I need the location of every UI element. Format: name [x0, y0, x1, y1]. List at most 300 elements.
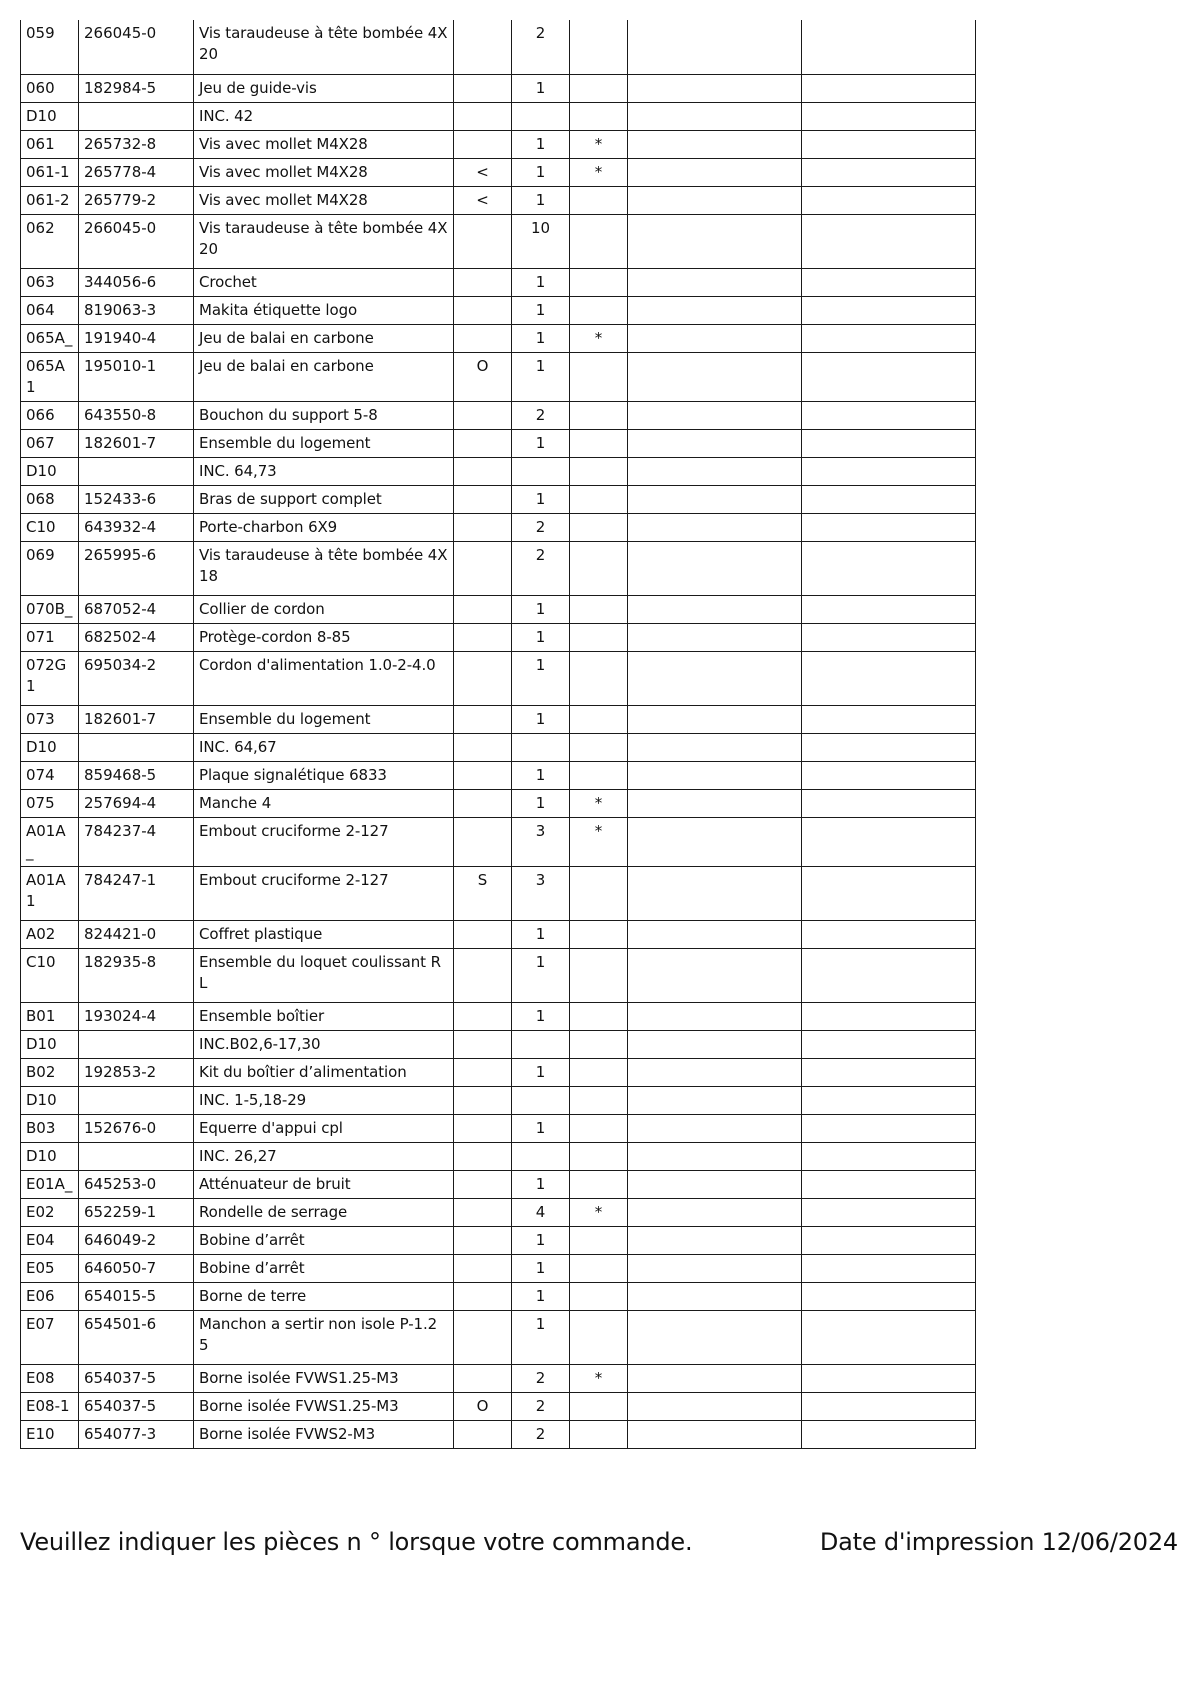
cell-quantity: 1	[512, 761, 570, 789]
cell-part-number: 824421-0	[79, 920, 194, 948]
table-row	[21, 1364, 976, 1392]
cell-flag	[570, 513, 628, 541]
cell-flag	[570, 20, 628, 74]
cell-description: INC. 26,27	[194, 1142, 454, 1170]
cell-blank	[628, 920, 802, 948]
cell-note-mark	[454, 401, 512, 429]
cell-item-no: B03	[21, 1114, 79, 1142]
cell-quantity: 2	[512, 513, 570, 541]
cell-description: Vis avec mollet M4X28	[194, 186, 454, 214]
cell-item-no: E06	[21, 1282, 79, 1310]
table-row	[21, 705, 976, 733]
cell-item-no: B02	[21, 1058, 79, 1086]
cell-item-no: 073	[21, 705, 79, 733]
cell-quantity: 1	[512, 1226, 570, 1254]
cell-description: INC. 42	[194, 102, 454, 130]
cell-description: Vis avec mollet M4X28	[194, 158, 454, 186]
cell-note-mark	[454, 1002, 512, 1030]
cell-item-no: D10	[21, 102, 79, 130]
cell-part-number: 654077-3	[79, 1420, 194, 1448]
cell-blank	[802, 1392, 976, 1420]
cell-blank	[802, 1364, 976, 1392]
cell-quantity: 2	[512, 541, 570, 595]
cell-quantity: 1	[512, 1254, 570, 1282]
cell-blank	[802, 920, 976, 948]
cell-blank	[628, 866, 802, 920]
cell-part-number: 695034-2	[79, 651, 194, 705]
cell-item-no: D10	[21, 733, 79, 761]
cell-note-mark	[454, 1030, 512, 1058]
cell-note-mark	[454, 1420, 512, 1448]
table-row	[21, 651, 976, 705]
cell-flag	[570, 1030, 628, 1058]
cell-flag: *	[570, 324, 628, 352]
cell-flag	[570, 651, 628, 705]
cell-flag	[570, 1254, 628, 1282]
cell-blank	[802, 761, 976, 789]
cell-item-no: E02	[21, 1198, 79, 1226]
order-instruction-note: Veuillez indiquer les pièces n ° lorsque votre commande.	[20, 1528, 693, 1556]
cell-description: Atténuateur de bruit	[194, 1170, 454, 1198]
cell-blank	[802, 1254, 976, 1282]
cell-part-number: 654037-5	[79, 1392, 194, 1420]
cell-blank	[802, 401, 976, 429]
cell-blank	[802, 651, 976, 705]
cell-blank	[628, 1142, 802, 1170]
cell-blank	[802, 866, 976, 920]
cell-part-number: 192853-2	[79, 1058, 194, 1086]
cell-part-number: 652259-1	[79, 1198, 194, 1226]
cell-part-number: 654501-6	[79, 1310, 194, 1364]
cell-note-mark	[454, 948, 512, 1002]
cell-flag: *	[570, 817, 628, 866]
cell-description: Embout cruciforme 2-127	[194, 866, 454, 920]
cell-quantity: 1	[512, 651, 570, 705]
cell-part-number: 265995-6	[79, 541, 194, 595]
cell-note-mark: O	[454, 1392, 512, 1420]
cell-blank	[802, 296, 976, 324]
cell-quantity: 1	[512, 1170, 570, 1198]
cell-blank	[802, 429, 976, 457]
cell-quantity: 1	[512, 1002, 570, 1030]
cell-flag	[570, 401, 628, 429]
table-row	[21, 401, 976, 429]
cell-quantity: 1	[512, 920, 570, 948]
cell-note-mark	[454, 485, 512, 513]
cell-flag	[570, 1058, 628, 1086]
cell-blank	[628, 1198, 802, 1226]
cell-note-mark	[454, 1364, 512, 1392]
cell-flag	[570, 733, 628, 761]
cell-description: Ensemble du loquet coulissant R L	[194, 948, 454, 1002]
cell-note-mark	[454, 214, 512, 268]
cell-description: INC. 64,73	[194, 457, 454, 485]
cell-description: Vis taraudeuse à tête bombée 4X 20	[194, 214, 454, 268]
cell-note-mark	[454, 429, 512, 457]
cell-quantity	[512, 1086, 570, 1114]
cell-quantity	[512, 102, 570, 130]
cell-flag: *	[570, 130, 628, 158]
cell-part-number: 195010-1	[79, 352, 194, 401]
cell-blank	[802, 733, 976, 761]
cell-quantity: 1	[512, 268, 570, 296]
cell-flag	[570, 1114, 628, 1142]
cell-blank	[628, 457, 802, 485]
cell-blank	[802, 1002, 976, 1030]
cell-note-mark	[454, 1282, 512, 1310]
cell-item-no: 061-2	[21, 186, 79, 214]
cell-description: Coffret plastique	[194, 920, 454, 948]
cell-description: Porte-charbon 6X9	[194, 513, 454, 541]
cell-blank	[628, 352, 802, 401]
cell-item-no: 072G1	[21, 651, 79, 705]
cell-quantity: 2	[512, 1420, 570, 1448]
cell-description: Collier de cordon	[194, 595, 454, 623]
table-row	[21, 1310, 976, 1364]
cell-blank	[628, 761, 802, 789]
cell-blank	[802, 817, 976, 866]
cell-blank	[628, 705, 802, 733]
cell-description: Jeu de balai en carbone	[194, 352, 454, 401]
cell-quantity: 10	[512, 214, 570, 268]
cell-part-number: 265778-4	[79, 158, 194, 186]
cell-note-mark	[454, 651, 512, 705]
cell-item-no: 059	[21, 20, 79, 74]
cell-part-number: 654015-5	[79, 1282, 194, 1310]
cell-part-number	[79, 102, 194, 130]
cell-note-mark	[454, 1310, 512, 1364]
cell-quantity: 1	[512, 429, 570, 457]
cell-part-number: 265732-8	[79, 130, 194, 158]
cell-quantity: 1	[512, 1058, 570, 1086]
cell-description: INC. 64,67	[194, 733, 454, 761]
table-row	[21, 948, 976, 1002]
cell-description: INC. 1-5,18-29	[194, 1086, 454, 1114]
cell-quantity: 1	[512, 158, 570, 186]
cell-flag	[570, 761, 628, 789]
cell-quantity	[512, 1030, 570, 1058]
cell-note-mark	[454, 20, 512, 74]
cell-description: Vis avec mollet M4X28	[194, 130, 454, 158]
cell-flag	[570, 1226, 628, 1254]
table-row	[21, 214, 976, 268]
cell-blank	[628, 623, 802, 651]
cell-blank	[628, 1392, 802, 1420]
table-row	[21, 866, 976, 920]
cell-part-number: 643932-4	[79, 513, 194, 541]
cell-blank	[628, 130, 802, 158]
cell-blank	[628, 158, 802, 186]
cell-blank	[802, 789, 976, 817]
cell-description: Cordon d'alimentation 1.0-2-4.0	[194, 651, 454, 705]
cell-blank	[802, 352, 976, 401]
cell-blank	[802, 1310, 976, 1364]
table-row	[21, 352, 976, 401]
cell-blank	[628, 1226, 802, 1254]
cell-item-no: 065A_	[21, 324, 79, 352]
cell-blank	[628, 1310, 802, 1364]
cell-note-mark	[454, 817, 512, 866]
table-row	[21, 1142, 976, 1170]
cell-part-number	[79, 457, 194, 485]
print-date: Date d'impression 12/06/2024	[819, 1528, 1178, 1556]
cell-part-number: 654037-5	[79, 1364, 194, 1392]
table-row	[21, 268, 976, 296]
table-row	[21, 130, 976, 158]
cell-note-mark	[454, 1114, 512, 1142]
cell-description: Manche 4	[194, 789, 454, 817]
cell-note-mark	[454, 74, 512, 102]
cell-flag: *	[570, 789, 628, 817]
cell-item-no: 061	[21, 130, 79, 158]
cell-blank	[802, 214, 976, 268]
cell-item-no: 064	[21, 296, 79, 324]
cell-part-number: 344056-6	[79, 268, 194, 296]
cell-flag	[570, 214, 628, 268]
cell-blank	[802, 1058, 976, 1086]
cell-quantity: 2	[512, 1364, 570, 1392]
cell-item-no: E04	[21, 1226, 79, 1254]
table-row	[21, 1282, 976, 1310]
cell-blank	[802, 102, 976, 130]
cell-flag	[570, 485, 628, 513]
table-row	[21, 513, 976, 541]
cell-part-number: 182935-8	[79, 948, 194, 1002]
cell-quantity: 1	[512, 324, 570, 352]
cell-note-mark: O	[454, 352, 512, 401]
cell-blank	[628, 485, 802, 513]
cell-part-number: 645253-0	[79, 1170, 194, 1198]
cell-blank	[628, 595, 802, 623]
cell-part-number: 266045-0	[79, 214, 194, 268]
cell-description: Kit du boîtier d’alimentation	[194, 1058, 454, 1086]
cell-blank	[802, 1086, 976, 1114]
cell-flag: *	[570, 1364, 628, 1392]
cell-flag	[570, 541, 628, 595]
cell-blank	[628, 1086, 802, 1114]
cell-quantity: 1	[512, 130, 570, 158]
cell-blank	[802, 1282, 976, 1310]
cell-item-no: E08	[21, 1364, 79, 1392]
cell-blank	[628, 401, 802, 429]
cell-part-number: 646049-2	[79, 1226, 194, 1254]
cell-blank	[628, 186, 802, 214]
cell-blank	[802, 513, 976, 541]
cell-quantity: 1	[512, 186, 570, 214]
cell-note-mark	[454, 1226, 512, 1254]
table-row	[21, 74, 976, 102]
cell-quantity: 1	[512, 595, 570, 623]
table-row	[21, 595, 976, 623]
cell-item-no: D10	[21, 1030, 79, 1058]
cell-item-no: C10	[21, 513, 79, 541]
cell-blank	[802, 1420, 976, 1448]
cell-part-number: 257694-4	[79, 789, 194, 817]
cell-part-number: 152676-0	[79, 1114, 194, 1142]
cell-description: Borne isolée FVWS1.25-M3	[194, 1364, 454, 1392]
cell-note-mark	[454, 102, 512, 130]
table-row	[21, 817, 976, 866]
cell-blank	[802, 20, 976, 74]
cell-flag	[570, 268, 628, 296]
cell-blank	[802, 74, 976, 102]
cell-part-number: 182601-7	[79, 429, 194, 457]
cell-description: Equerre d'appui cpl	[194, 1114, 454, 1142]
cell-flag	[570, 1086, 628, 1114]
table-row	[21, 1170, 976, 1198]
cell-note-mark	[454, 1170, 512, 1198]
cell-note-mark	[454, 920, 512, 948]
cell-quantity: 2	[512, 1392, 570, 1420]
cell-part-number: 784237-4	[79, 817, 194, 866]
cell-blank	[628, 324, 802, 352]
cell-description: Rondelle de serrage	[194, 1198, 454, 1226]
cell-quantity: 1	[512, 296, 570, 324]
cell-description: Vis taraudeuse à tête bombée 4X 18	[194, 541, 454, 595]
table-row	[21, 623, 976, 651]
cell-note-mark	[454, 268, 512, 296]
cell-item-no: E05	[21, 1254, 79, 1282]
cell-flag	[570, 1002, 628, 1030]
cell-description: Borne isolée FVWS2-M3	[194, 1420, 454, 1448]
cell-blank	[802, 541, 976, 595]
table-row	[21, 541, 976, 595]
cell-quantity: 1	[512, 1282, 570, 1310]
cell-blank	[628, 268, 802, 296]
cell-blank	[628, 1002, 802, 1030]
cell-flag	[570, 186, 628, 214]
cell-item-no: 075	[21, 789, 79, 817]
table-row	[21, 457, 976, 485]
cell-blank	[802, 268, 976, 296]
cell-blank	[802, 1170, 976, 1198]
cell-blank	[628, 513, 802, 541]
table-row	[21, 1086, 976, 1114]
cell-flag	[570, 352, 628, 401]
cell-part-number: 266045-0	[79, 20, 194, 74]
cell-part-number: 819063-3	[79, 296, 194, 324]
cell-flag	[570, 457, 628, 485]
cell-blank	[802, 1030, 976, 1058]
cell-note-mark	[454, 733, 512, 761]
cell-part-number: 646050-7	[79, 1254, 194, 1282]
parts-list-table	[20, 20, 976, 1449]
cell-blank	[628, 74, 802, 102]
cell-quantity: 3	[512, 817, 570, 866]
cell-item-no: D10	[21, 457, 79, 485]
cell-quantity	[512, 733, 570, 761]
cell-blank	[802, 485, 976, 513]
cell-flag	[570, 948, 628, 1002]
cell-blank	[628, 651, 802, 705]
cell-note-mark	[454, 1058, 512, 1086]
cell-quantity: 1	[512, 1114, 570, 1142]
cell-blank	[802, 1142, 976, 1170]
parts-table-body	[21, 20, 976, 1448]
cell-blank	[802, 457, 976, 485]
cell-flag	[570, 595, 628, 623]
cell-item-no: 061-1	[21, 158, 79, 186]
cell-part-number: 687052-4	[79, 595, 194, 623]
cell-quantity: 1	[512, 1310, 570, 1364]
cell-blank	[628, 214, 802, 268]
cell-flag	[570, 1170, 628, 1198]
table-row	[21, 1254, 976, 1282]
cell-note-mark	[454, 130, 512, 158]
cell-blank	[802, 324, 976, 352]
cell-item-no: D10	[21, 1142, 79, 1170]
cell-quantity: 1	[512, 74, 570, 102]
cell-item-no: 067	[21, 429, 79, 457]
cell-description: Jeu de guide-vis	[194, 74, 454, 102]
cell-part-number: 193024-4	[79, 1002, 194, 1030]
cell-note-mark	[454, 541, 512, 595]
cell-blank	[628, 1058, 802, 1086]
cell-blank	[628, 429, 802, 457]
table-row	[21, 1392, 976, 1420]
cell-item-no: A01A_	[21, 817, 79, 866]
cell-item-no: E10	[21, 1420, 79, 1448]
cell-part-number: 859468-5	[79, 761, 194, 789]
cell-part-number	[79, 1142, 194, 1170]
cell-blank	[628, 20, 802, 74]
cell-flag	[570, 429, 628, 457]
cell-blank	[802, 595, 976, 623]
cell-description: Bouchon du support 5-8	[194, 401, 454, 429]
table-row	[21, 1002, 976, 1030]
cell-note-mark	[454, 324, 512, 352]
cell-description: Bras de support complet	[194, 485, 454, 513]
table-row	[21, 20, 976, 74]
cell-part-number: 643550-8	[79, 401, 194, 429]
cell-description: Ensemble boîtier	[194, 1002, 454, 1030]
cell-item-no: 070B_	[21, 595, 79, 623]
cell-flag	[570, 102, 628, 130]
cell-blank	[628, 1282, 802, 1310]
cell-flag	[570, 1310, 628, 1364]
table-row	[21, 158, 976, 186]
cell-description: Crochet	[194, 268, 454, 296]
cell-note-mark	[454, 457, 512, 485]
cell-flag: *	[570, 1198, 628, 1226]
table-row	[21, 1058, 976, 1086]
cell-note-mark	[454, 761, 512, 789]
table-row	[21, 186, 976, 214]
cell-blank	[802, 705, 976, 733]
cell-item-no: E01A_	[21, 1170, 79, 1198]
cell-blank	[802, 158, 976, 186]
cell-description: Bobine d’arrêt	[194, 1254, 454, 1282]
cell-note-mark	[454, 296, 512, 324]
cell-blank	[802, 1226, 976, 1254]
cell-quantity: 3	[512, 866, 570, 920]
cell-note-mark	[454, 705, 512, 733]
cell-note-mark	[454, 1142, 512, 1170]
cell-flag	[570, 296, 628, 324]
cell-flag	[570, 1282, 628, 1310]
cell-part-number: 265779-2	[79, 186, 194, 214]
table-row	[21, 1420, 976, 1448]
cell-part-number: 152433-6	[79, 485, 194, 513]
table-row	[21, 761, 976, 789]
cell-quantity: 1	[512, 485, 570, 513]
table-row	[21, 324, 976, 352]
cell-item-no: E07	[21, 1310, 79, 1364]
cell-quantity: 2	[512, 20, 570, 74]
cell-note-mark	[454, 595, 512, 623]
cell-blank	[628, 733, 802, 761]
cell-blank	[628, 948, 802, 1002]
